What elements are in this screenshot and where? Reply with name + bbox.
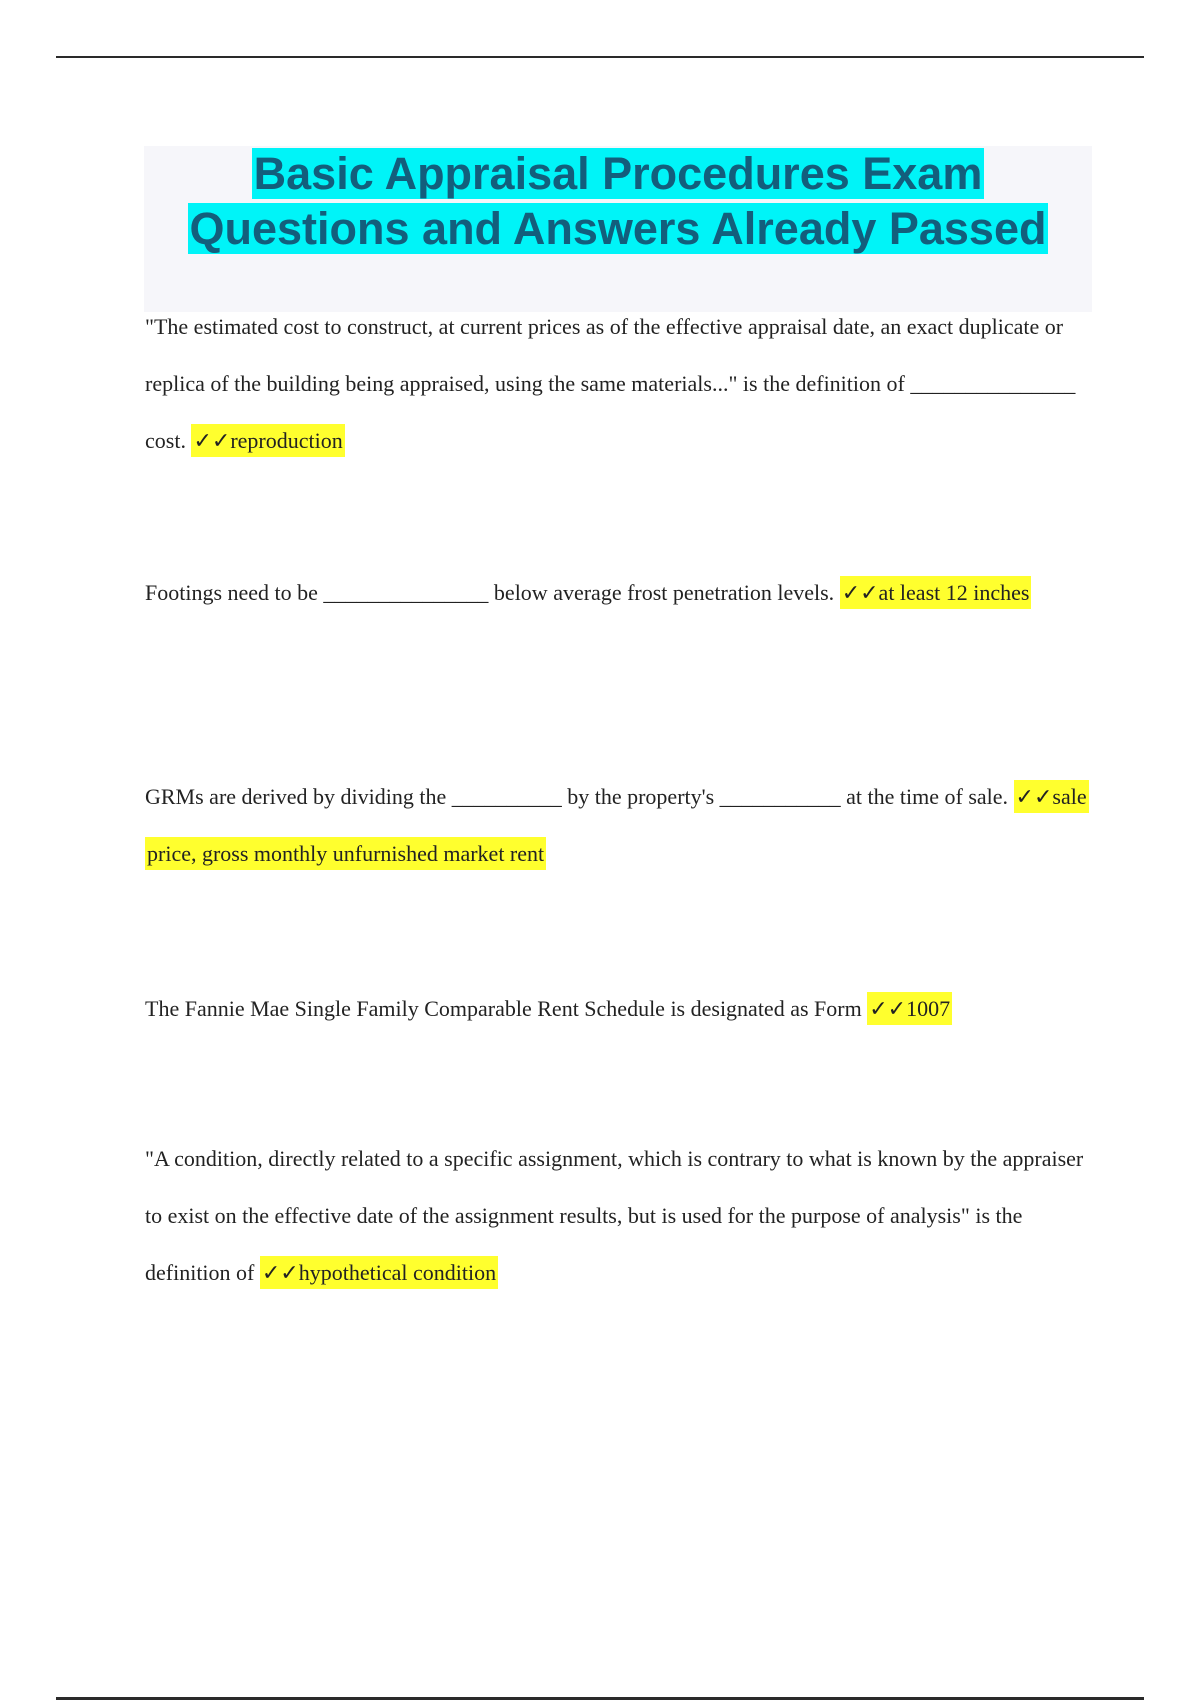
question-text: The Fannie Mae Single Family Comparable Rent Schedule is designated as Form bbox=[145, 996, 862, 1021]
top-divider bbox=[56, 56, 1144, 58]
answer-highlight: ✓✓1007 bbox=[867, 992, 952, 1025]
answer-highlight: ✓✓hypothetical condition bbox=[260, 1256, 498, 1289]
document-title: Basic Appraisal Procedures Exam Questions and Answers Already Passed bbox=[189, 148, 1047, 254]
title-banner bbox=[144, 146, 1092, 312]
question-text: GRMs are derived by dividing the __________ by the property's ___________ at the time of sale. bbox=[145, 784, 1009, 809]
qa-item bbox=[145, 298, 1090, 469]
qa-item bbox=[145, 768, 1090, 882]
qa-item bbox=[145, 980, 1090, 1037]
qa-item bbox=[145, 564, 1090, 621]
answer-highlight: ✓✓sale price, gross monthly unfurnished market rent bbox=[145, 780, 1089, 870]
question-text: Footings need to be _______________ below average frost penetration levels. bbox=[145, 580, 835, 605]
answer-highlight: ✓✓at least 12 inches bbox=[840, 576, 1032, 609]
answer-highlight: ✓✓reproduction bbox=[191, 424, 344, 457]
qa-item bbox=[145, 1130, 1090, 1301]
question-text: "A condition, directly related to a specific assignment, which is contrary to what is known by the appraiser to exist on the effective date of the assignment results, but is used for the purpose of analysis" is the definition of bbox=[145, 1146, 1084, 1285]
question-text: "The estimated cost to construct, at current prices as of the effective appraisal date, an exact duplicate or replica of the building being appraised, using the same materials..." is the definition of _______________ cost. bbox=[145, 314, 1076, 453]
